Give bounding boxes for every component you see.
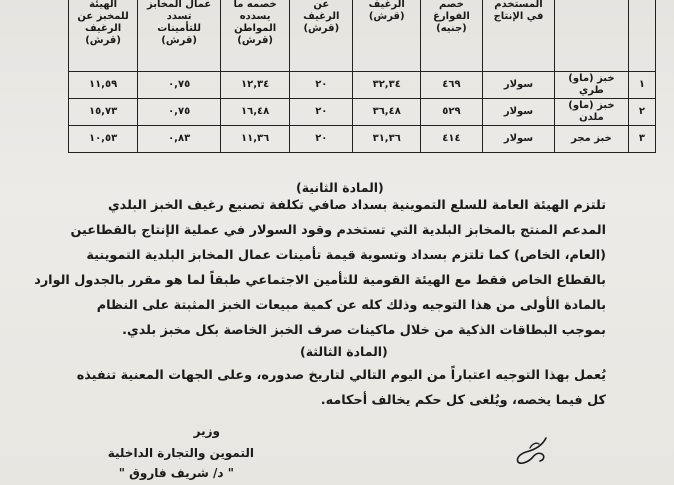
article2-line: بالمادة الأولى من هذا التوجيه وذلك كله عن كمية مبيعات الخبز المثبتة على النظام (96, 298, 606, 313)
cell-subsidy: ٢٠ (290, 99, 353, 126)
cell-price: ٣١,٣٦ (353, 126, 421, 153)
cell-bread-type: خبز مجر (555, 126, 629, 153)
cell-insurance: ٠,٧٥ (138, 72, 221, 99)
cell-insurance: ٠,٨٣ (138, 126, 221, 153)
cell-num: ٣ (628, 126, 655, 153)
table-header-row (69, 0, 656, 72)
cell-authority: ١١,٥٩ (69, 72, 138, 99)
cell-authority: ١٠,٥٣ (69, 126, 138, 153)
cell-authority: ١٥,٧٣ (69, 99, 138, 126)
cell-paid: ١١,٣٦ (221, 126, 290, 153)
handwritten-signature (512, 432, 550, 468)
cell-cost: ٥٢٩ (421, 99, 483, 126)
article2-line: بالقطاع الخاص فقط مع الهيئة القومية للتأمين الاجتماعي طبقاً لما هو مقرر بالجدول الوارد (34, 273, 606, 288)
cell-num: ١ (628, 72, 655, 99)
signature-ministry: التموين والتجارة الداخلية (107, 446, 254, 460)
article2-line: بموجب البطاقات الذكية من خلال ماكينات صرف الخبز الخاصة بكل مخبز بلدي. (122, 323, 606, 338)
cell-fuel: سولار (482, 126, 554, 153)
cell-insurance: ٠,٧٥ (138, 99, 221, 126)
article2-heading: (المادة الثانية) (296, 180, 384, 195)
cell-fuel: سولار (482, 72, 554, 99)
article3-line: كل فيما يخصه، ويُلغى كل حكم يخالف أحكامه. (320, 393, 606, 408)
cell-paid: ١٦,٤٨ (221, 99, 290, 126)
header-workers-insurance: عمال المخابز تسدد للتأمينات (قرش) (138, 0, 221, 72)
cell-num: ٢ (628, 99, 655, 126)
cell-price: ٣٢,٣٤ (353, 72, 421, 99)
header-bread-type (555, 0, 629, 72)
table-row (69, 72, 656, 99)
header-num (628, 0, 655, 72)
cell-price: ٣٦,٤٨ (353, 99, 421, 126)
header-fuel: المستخدم في الإنتاج (482, 0, 554, 72)
header-sack-cost: خصم الفوارغ (جنيه) (421, 0, 483, 72)
cell-cost: ٤١٤ (421, 126, 483, 153)
bread-cost-table (68, 0, 656, 153)
article2-line: (العام، الخاص) كما تلتزم بسداد وتسوية قيمة تأمينات عمال المخابز البلدية التموينية (86, 248, 606, 263)
article2-line: تلتزم الهيئة العامة للسلع التموينية بسداد صافي تكلفة تصنيع رغيف الخبز البلدي (107, 198, 606, 213)
header-authority-pays: الهيئة للمخبز عن الرغيف (قرش) (69, 0, 138, 72)
signature-title: وزير (193, 424, 220, 438)
cell-bread-type: خبز (ماو) ملدن (555, 99, 629, 126)
table-row (69, 99, 656, 126)
cell-paid: ١٢,٣٤ (221, 72, 290, 99)
header-loaf-subsidy: عن الرغيف (قرش) (290, 0, 353, 72)
cell-subsidy: ٢٠ (290, 72, 353, 99)
cell-fuel: سولار (482, 99, 554, 126)
header-loaf-price: الرغيف (قرش) (353, 0, 421, 72)
article3-heading: (المادة الثالثة) (300, 344, 388, 359)
cell-cost: ٤٦٩ (421, 72, 483, 99)
cell-bread-type: خبز (ماو) طري (555, 72, 629, 99)
cell-subsidy: ٢٠ (290, 126, 353, 153)
signature-name: " د/ شريف فاروق " (118, 466, 234, 480)
table-row (69, 126, 656, 153)
header-citizen-paid: خصمه ما يسدده المواطن (قرش) (221, 0, 290, 72)
article3-line: يُعمل بهذا التوجيه اعتباراً من اليوم التالي لتاريخ صدوره، وعلى الجهات المعنية تنفيذه (76, 368, 606, 383)
article2-line: المدعم المنتج بالمخابز البلدية التي تستخدم وقود السولار في عملية الإنتاج بالقطاعين (70, 223, 606, 238)
